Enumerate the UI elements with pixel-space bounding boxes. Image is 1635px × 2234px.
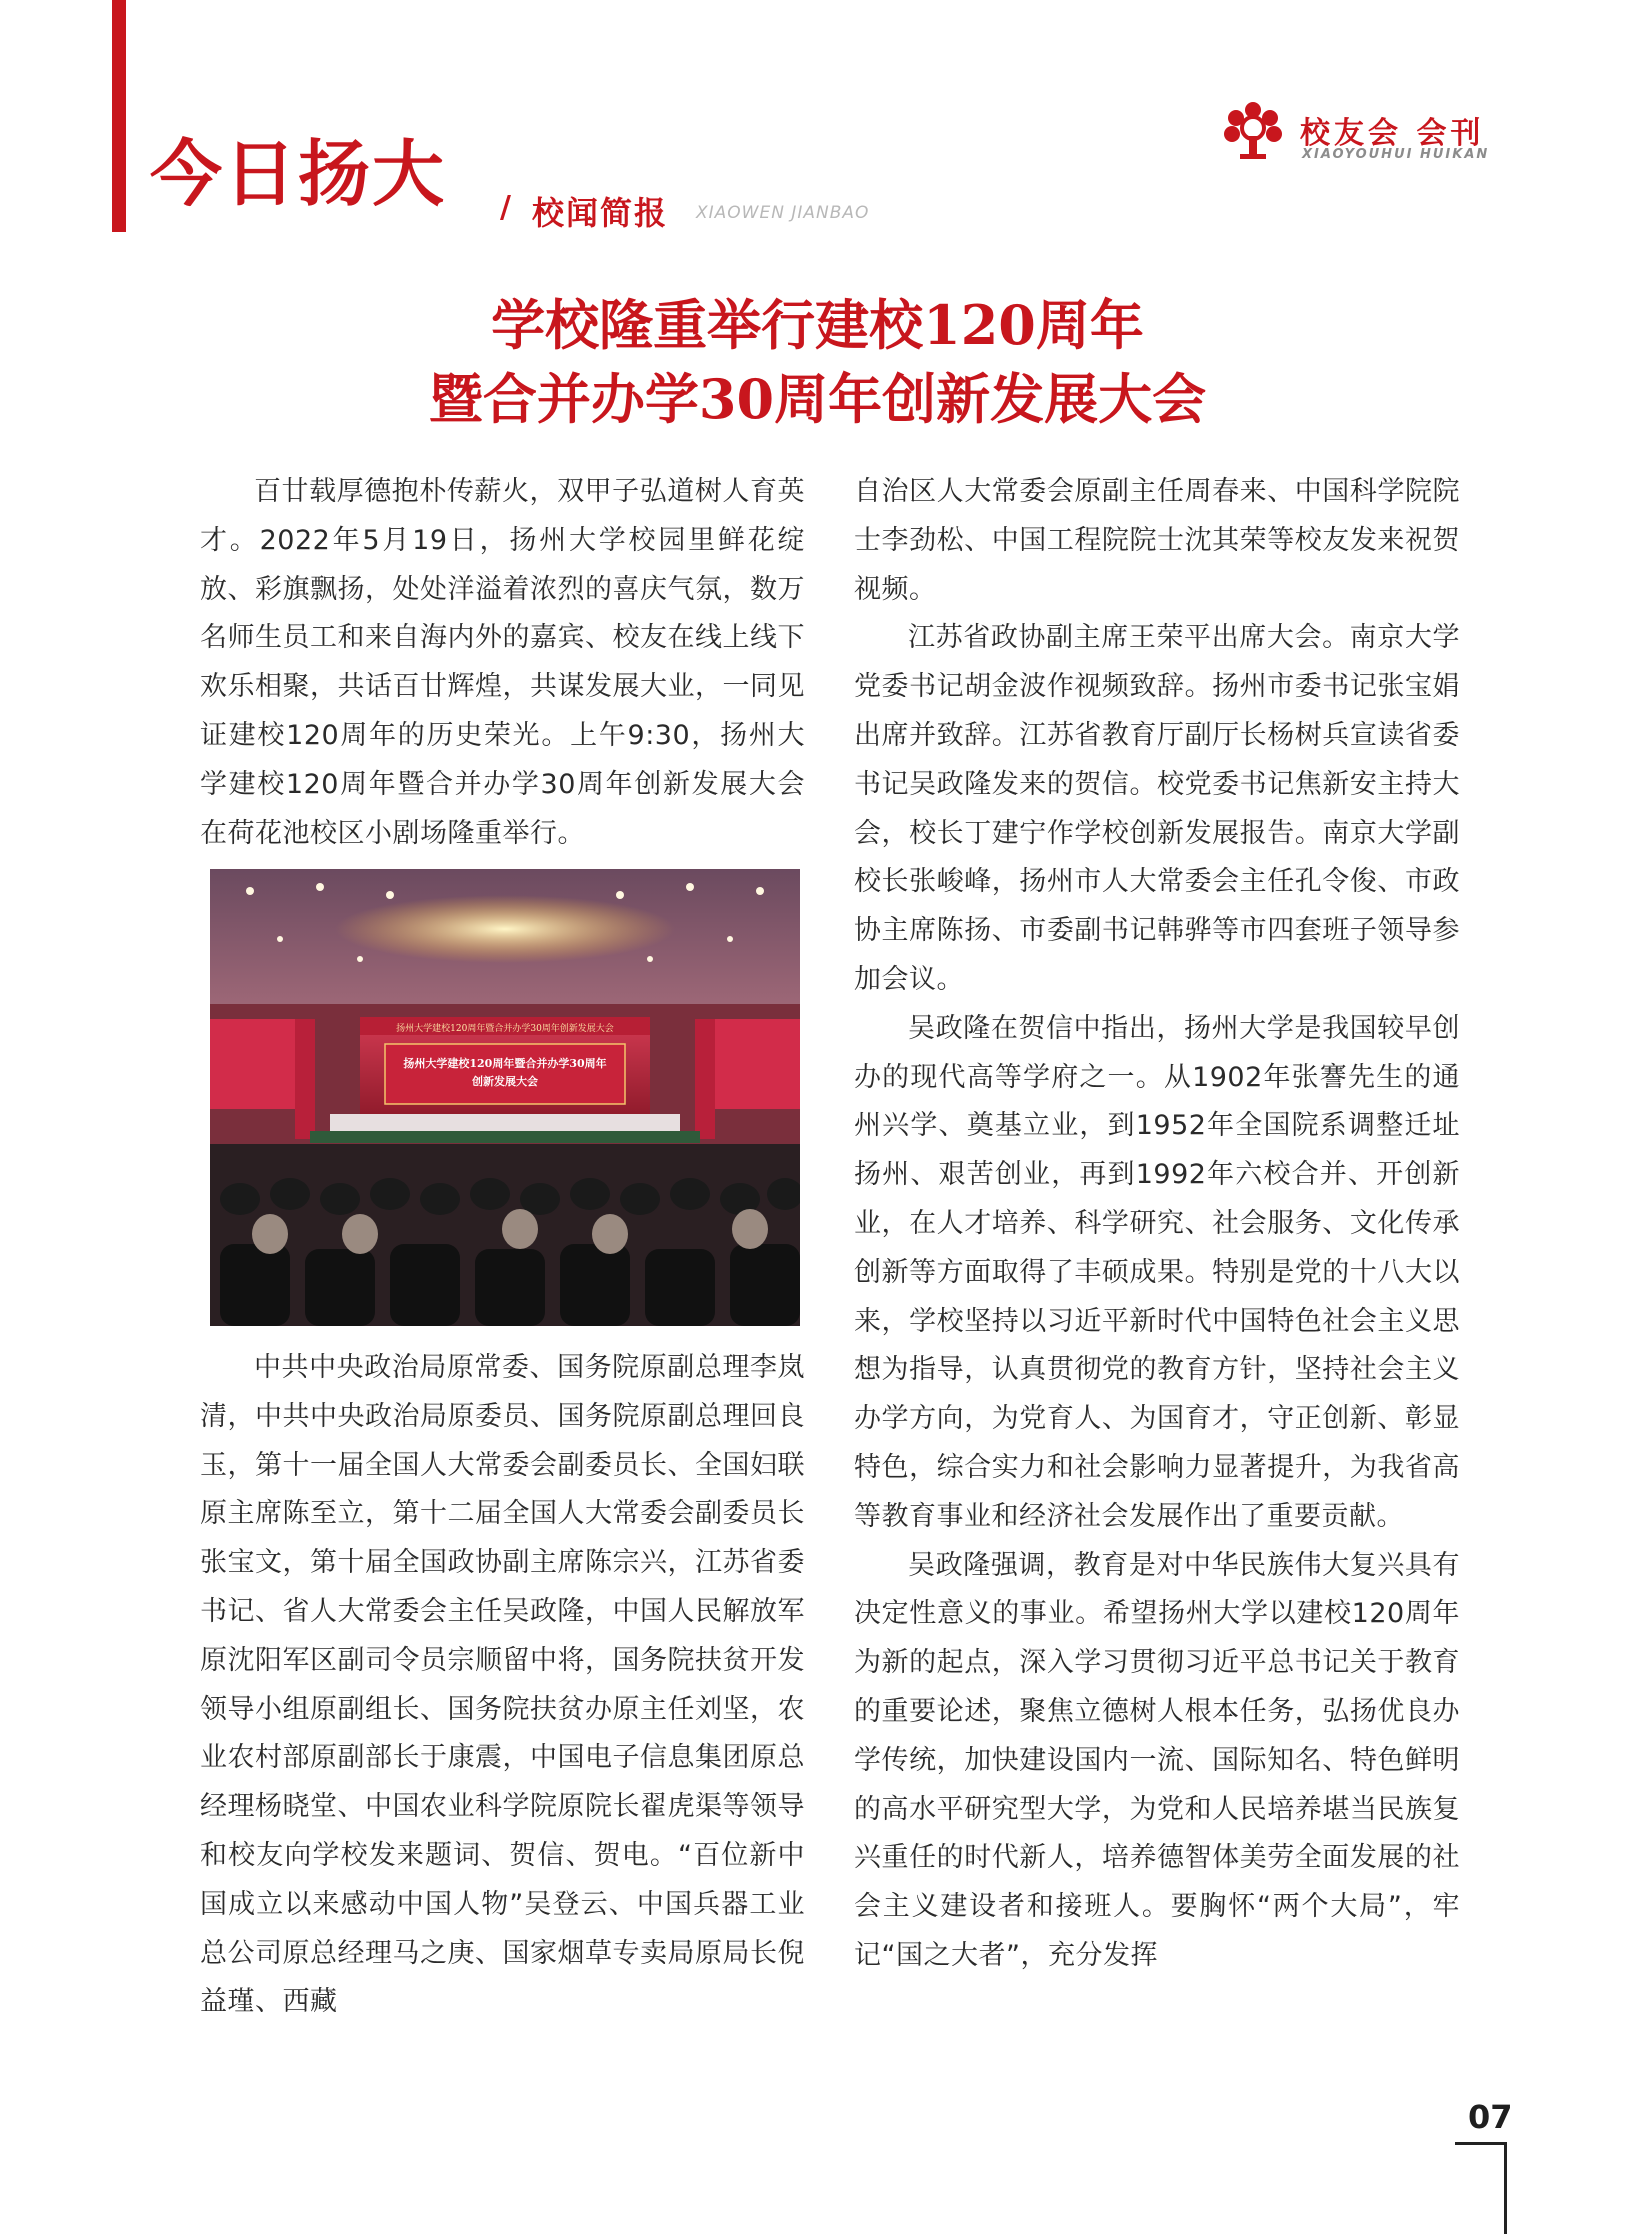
headline-line-2: 暨合并办学30周年创新发展大会 [428, 367, 1207, 431]
photo-banner-main-line-2: 创新发展大会 [472, 1075, 538, 1088]
subtitle-slash: / [500, 190, 511, 225]
conference-photo [210, 869, 800, 1326]
subtitle-pinyin: XIAOWEN JIANBAO [696, 203, 870, 223]
paragraph: 吴政隆强调，教育是对中华民族伟大复兴具有决定性意义的事业。希望扬州大学以建校120周年为新的起点，深入学习贯彻习近平总书记关于教育的重要论述，聚焦立德树人根本任务，弘扬优良办学传统，加快建设国内一流、国际知名、特色鲜明的高水平研究型大学，为党和人民培养堪当民族复兴重任的时代新人，培养德智体美劳全面发展的社会主义建设者和接班人。要胸怀“两个大局”，牢记“国之大者”，充分发挥 [854, 1549, 1460, 1971]
paragraph: 江苏省政协副主席王荣平出席大会。南京大学党委书记胡金波作视频致辞。扬州市委书记张宝娟出席并致辞。江苏省教育厅副厅长杨树兵宣读省委书记吴政隆发来的贺信。校党委书记焦新安主持大会，校长丁建宁作学校创新发展报告。南京大学副校长张峻峰，扬州市人大常委会主任孔令俊、市政协主席陈扬、市委副书记韩骅等市四套班子领导参加会议。 [854, 622, 1460, 995]
section-title: 今日扬大 [150, 132, 447, 216]
page-number-rule-vertical [1504, 2142, 1507, 2234]
paragraph: 中共中央政治局原常委、国务院原副总理李岚清，中共中央政治局原委员、国务院原副总理回良玉，第十一届全国人大常委会副委员长、全国妇联原主席陈至立，第十二届全国人大常委会副委员长张宝文，第十届全国政协副主席陈宗兴，江苏省委书记、省人大常委会主任吴政隆，中国人民解放军原沈阳军区副司令员宗顺留中将，国务院扶贫开发领导小组原副组长、国务院扶贫办原主任刘坚，农业农村部原副部长于康震，中国电子信息集团原总经理杨晓堂、中国农业科学院原院长翟虎渠等领导和校友向学校发来题词、贺信、贺电。“百位新中国成立以来感动中国人物”吴登云、中国兵器工业总公司原总经理马之庚、国家烟草专卖局原局长倪益瑾、西藏 [200, 1352, 805, 2018]
page-number-rule-horizontal [1455, 2142, 1507, 2145]
alumni-association-logo-icon [1222, 100, 1284, 162]
paragraph: 自治区人大常委会原副主任周春来、中国科学院院士李劲松、中国工程院院士沈其荣等校友发来祝贺视频。 [854, 476, 1460, 605]
right-column [854, 468, 1460, 1981]
brand-title: 校友会 会刊 [1300, 116, 1485, 151]
paragraph: 百廿载厚德抱朴传薪火，双甲子弘道树人育英才。2022年5月19日，扬州大学校园里鲜花绽放、彩旗飘扬，处处洋溢着浓烈的喜庆气氛，数万名师生员工和来自海内外的嘉宾、校友在线上线下欢乐相聚，共话百廿辉煌，共谋发展大业，一同见证建校120周年的历史荣光。上午9:30，扬州大学建校120周年暨合并办学30周年创新发展大会在荷花池校区小剧场隆重举行。 [200, 476, 805, 849]
page-number: 07 [1468, 2098, 1513, 2136]
left-column-top [200, 468, 805, 858]
photo-banner-main-line-1: 扬州大学建校120周年暨合并办学30周年 [403, 1057, 607, 1070]
section-accent-bar [112, 0, 126, 232]
headline-line-1: 学校隆重举行建校120周年 [491, 293, 1144, 357]
paragraph: 吴政隆在贺信中指出，扬州大学是我国较早创办的现代高等学府之一。从1902年张謇先生的通州兴学、奠基立业，到1952年全国院系调整迁址扬州、艰苦创业，再到1992年六校合并、开创新业，在人才培养、科学研究、社会服务、文化传承创新等方面取得了丰硕成果。特别是党的十八大以来，学校坚持以习近平新时代中国特色社会主义思想为指导，认真贯彻党的教育方针，坚持社会主义办学方向，为党育人、为国育才，守正创新、彰显特色，综合实力和社会影响力显著提升，为我省高等教育事业和经济社会发展作出了重要贡献。 [854, 1012, 1460, 1532]
photo-banner-top: 扬州大学建校120周年暨合并办学30周年创新发展大会 [396, 1024, 614, 1034]
subtitle: 校闻简报 [532, 194, 669, 232]
left-column-bottom [200, 1344, 805, 2027]
brand-pinyin: XIAOYOUHUI HUIKAN [1302, 147, 1490, 162]
